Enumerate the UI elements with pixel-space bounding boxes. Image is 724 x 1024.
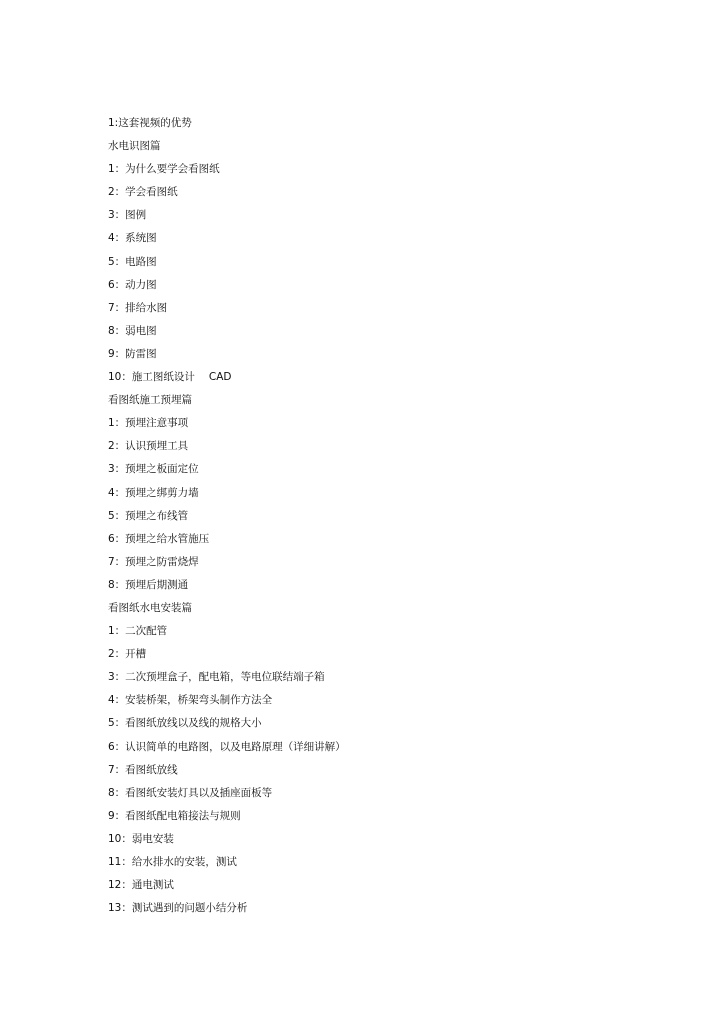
list-item: 2：认识预埋工具 [108, 440, 189, 453]
list-item: 5：看图纸放线以及线的规格大小 [108, 717, 262, 730]
list-item: 12：通电测试 [108, 879, 174, 892]
list-item: 7：看图纸放线 [108, 763, 178, 776]
list-item: 8：看图纸安装灯具以及插座面板等 [108, 786, 273, 799]
list-item: 1：二次配管 [108, 625, 168, 638]
list-item: 6：认识简单的电路图，以及电路原理（详细讲解） [108, 740, 346, 753]
list-item: 7：预埋之防雷烧焊 [108, 555, 199, 568]
intro-heading: 1:这套视频的优势 [108, 117, 192, 129]
list-item: 8：预埋后期测通 [108, 578, 189, 591]
list-item: 2：开槽 [108, 648, 147, 661]
list-item: 9：看图纸配电箱接法与规则 [108, 809, 241, 822]
list-item: 7：排给水图 [108, 301, 168, 314]
list-item: 10：弱电安装 [108, 832, 174, 845]
list-item: 4：安装桥架，桥架弯头制作方法全 [108, 694, 273, 707]
list-item: 6：预埋之给水管施压 [108, 532, 210, 545]
list-item: 3：预埋之板面定位 [108, 463, 199, 476]
section-heading-embedding: 看图纸施工预埋篇 [108, 394, 192, 407]
section-heading-wiring-drawings: 水电识图篇 [108, 140, 161, 153]
cad-label: CAD [208, 371, 232, 384]
list-item: 9：防雷图 [108, 347, 157, 360]
section-heading-installation: 看图纸水电安装篇 [108, 601, 192, 614]
list-item: 5：预埋之布线管 [108, 509, 189, 522]
list-item: 5：电路图 [108, 255, 157, 268]
list-item: 8：弱电图 [108, 324, 157, 337]
list-item: 3：二次预埋盒子，配电箱，等电位联结端子箱 [108, 671, 325, 684]
list-item: 11：给水排水的安装，测试 [108, 856, 237, 868]
list-item: 1：为什么要学会看图纸 [108, 163, 220, 176]
list-item: 6：动力图 [108, 278, 157, 291]
list-item: 3：图例 [108, 209, 147, 222]
list-item: 4：系统图 [108, 232, 157, 245]
list-item: 4：预埋之绑剪力墙 [108, 486, 199, 499]
list-item-text: 10：施工图纸设计 [108, 371, 195, 384]
list-item: 13：测试遇到的问题小结分析 [108, 902, 248, 915]
list-item: 2：学会看图纸 [108, 186, 178, 199]
document-body [108, 112, 668, 920]
list-item: 1：预埋注意事项 [108, 417, 189, 430]
list-item-cad [108, 366, 668, 389]
